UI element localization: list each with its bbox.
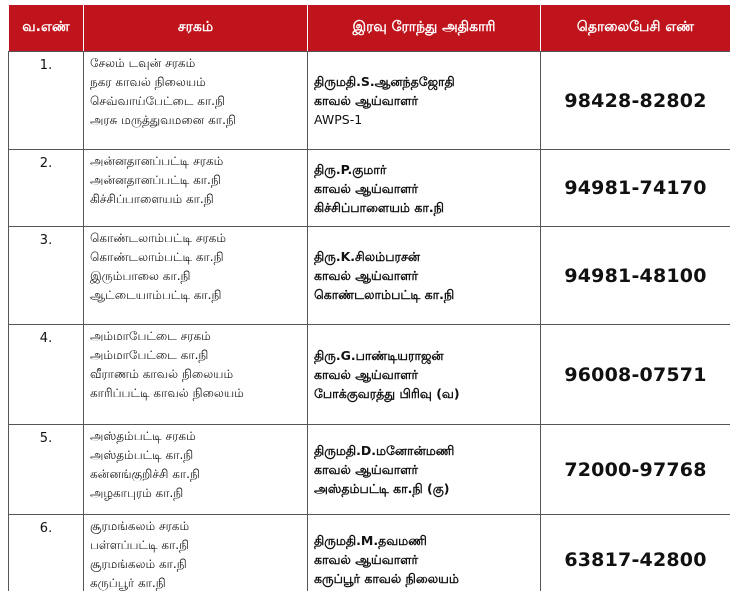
station-name: கொண்டலாம்பட்டி கா.நி [90,250,224,264]
table-row [9,150,730,227]
station-name: கன்னங்குறிச்சி கா.நி [90,467,200,481]
officer-cell [308,425,541,515]
officer-rank: காவல் ஆய்வாளர் [314,552,419,567]
zone-cell [84,150,308,227]
station-name: கருப்பூர் கா.நி [90,576,166,590]
station-name: கிச்சிப்பாளையம் கா.நி [90,192,214,206]
night-patrol-table [8,4,730,591]
night-patrol-sheet [8,4,730,591]
zone-name: அன்னதானப்பட்டி சரகம் [90,154,224,168]
station-name: அன்னதானப்பட்டி கா.நி [90,173,221,187]
officer-rank: காவல் ஆய்வாளர் [314,367,419,382]
table-row [9,52,730,150]
station-name: இரும்பாலை கா.நி [90,269,191,283]
officer-cell [308,227,541,325]
phone-number: 98428-82802 [541,52,730,150]
officer-station: கிச்சிப்பாளையம் கா.நி [314,199,444,215]
zone-name: சேலம் டவுன் சரகம் [90,56,196,70]
officer-cell [308,150,541,227]
officer-name: திருமதி.M.தவமணி [314,533,427,548]
officer-name: திருமதி.D.மனோன்மணி [314,443,455,458]
header-serial-number: வ.எண் [9,5,84,52]
station-name: அரசு மருத்துவமனை கா.நி [90,113,236,127]
header-zone: சரகம் [84,5,308,52]
zone-cell [84,515,308,591]
serial-number: 3. [9,227,84,325]
officer-rank: காவல் ஆய்வாளர் [314,462,419,477]
officer-cell [308,515,541,591]
station-name: நகர காவல் நிலையம் [90,75,206,89]
table-row [9,227,730,325]
station-name: அஸ்தம்பட்டி கா.நி [90,448,194,462]
officer-station: கருப்பூர் காவல் நிலையம் [314,571,459,586]
header-phone-number: தொலைபேசி எண் [541,5,730,52]
table-header [9,5,730,52]
officer-name: திரு.K.சிலம்பரசன் [314,249,421,264]
serial-number: 5. [9,425,84,515]
phone-number: 94981-48100 [541,227,730,325]
station-name: அம்மாபேட்டை கா.நி [90,348,209,362]
zone-cell [84,425,308,515]
table-body [9,52,730,591]
officer-rank: காவல் ஆய்வாளர் [314,268,419,283]
station-name: வீராணம் காவல் நிலையம் [90,367,234,381]
officer-name: திருமதி.S.ஆனந்தஜோதி [314,74,455,89]
officer-cell [308,52,541,150]
officer-station: அஸ்தம்பட்டி கா.நி (கு) [314,481,450,496]
header-row [9,5,730,52]
zone-name: சூரமங்கலம் சரகம் [90,519,190,533]
phone-number: 72000-97768 [541,425,730,515]
station-name: ஆட்டையாம்பட்டி கா.நி [90,288,222,302]
table-row [9,515,730,591]
officer-name: திரு.G.பாண்டியராஜன் [314,348,444,363]
station-name: செவ்வாய்பேட்டை கா.நி [90,94,225,108]
officer-station: கொண்டலாம்பட்டி கா.நி [314,287,455,302]
station-name: சூரமங்கலம் கா.நி [90,557,187,571]
header-night-patrol-officer: இரவு ரோந்து அதிகாரி [308,5,541,52]
serial-number: 1. [9,52,84,150]
station-name: காரிப்பட்டி காவல் நிலையம் [90,386,244,400]
officer-rank: காவல் ஆய்வாளர் [314,93,419,108]
station-name: பள்ளப்பட்டி கா.நி [90,538,190,552]
serial-number: 2. [9,150,84,227]
zone-cell [84,325,308,425]
zone-name: அம்மாபேட்டை சரகம் [90,329,211,343]
officer-rank: காவல் ஆய்வாளர் [314,180,419,196]
serial-number: 4. [9,325,84,425]
phone-number: 96008-07571 [541,325,730,425]
zone-name: அஸ்தம்பட்டி சரகம் [90,429,196,443]
officer-cell [308,325,541,425]
phone-number: 94981-74170 [541,150,730,227]
serial-number: 6. [9,515,84,591]
officer-station: போக்குவரத்து பிரிவு (வ) [314,386,460,401]
table-row [9,425,730,515]
officer-station: AWPS-1 [314,112,363,127]
phone-number: 63817-42800 [541,515,730,591]
officer-name: திரு.P.குமார் [314,161,387,177]
station-name: அழகாபுரம் கா.நி [90,486,184,500]
table-row [9,325,730,425]
zone-cell [84,227,308,325]
zone-cell [84,52,308,150]
zone-name: கொண்டலாம்பட்டி சரகம் [90,231,227,245]
